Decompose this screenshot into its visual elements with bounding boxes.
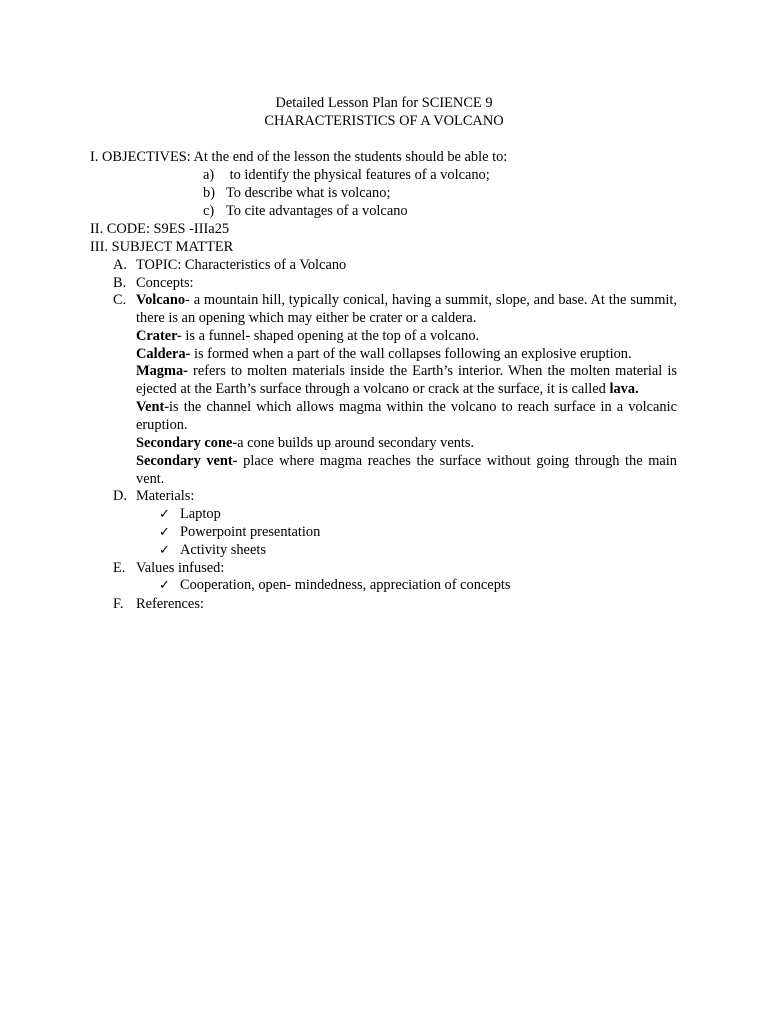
concept-caldera <box>136 345 677 363</box>
concept-term: Secondary cone- <box>136 435 238 451</box>
concept-definition: is formed when a part of the wall collapses following an explosive eruption. <box>190 346 632 362</box>
objective-marker: a) <box>203 167 215 183</box>
list-marker: F. <box>113 596 124 612</box>
concept-definition: refers to molten materials inside the Earth’s interior. When the molten material is ejected at the Earth’s surface through a volcano or crack at the surface, it is called <box>136 363 677 397</box>
concept-vent <box>136 398 677 434</box>
concept-secondary-cone <box>136 434 677 452</box>
objective-marker: c) <box>203 203 215 219</box>
check-mark-icon: ✓ <box>159 578 170 593</box>
material-text: Powerpoint presentation <box>180 524 321 540</box>
concept-term: Crater- <box>136 328 182 344</box>
material-text: Laptop <box>180 506 221 522</box>
code-line: II. CODE: S9ES -IIIa25 <box>90 221 230 237</box>
concept-crater <box>136 327 677 345</box>
subject-matter-heading: III. SUBJECT MATTER <box>90 239 234 255</box>
concept-term: Volcano <box>136 292 186 308</box>
objectives-heading: I. OBJECTIVES: At the end of the lesson the students should be able to: <box>90 149 508 165</box>
concept-definition: place where magma reaches the surface without going through the main vent. <box>136 453 678 487</box>
concept-definition: - a mountain hill, typically conical, having a summit, slope, and base. At the summit, there is an opening which may either be crater or a caldera. <box>136 292 677 326</box>
objective-item <box>203 202 408 220</box>
concepts-heading: Concepts: <box>136 275 194 291</box>
concept-secondary-vent <box>136 452 677 488</box>
concept-definition: a cone builds up around secondary vents. <box>237 435 475 451</box>
objective-text: To describe what is volcano; <box>226 185 391 201</box>
objective-item <box>203 166 490 184</box>
values-heading: Values infused: <box>136 560 225 576</box>
list-marker: A. <box>113 257 127 273</box>
document-subtitle: CHARACTERISTICS OF A VOLCANO <box>264 113 504 129</box>
value-text: Cooperation, open- mindedness, appreciation of concepts <box>180 577 511 593</box>
concept-definition: is the channel which allows magma within the volcano to reach surface in a volcanic eruption. <box>136 399 677 433</box>
concept-term: Magma- <box>136 363 188 379</box>
list-marker: E. <box>113 560 126 576</box>
check-mark-icon: ✓ <box>159 525 170 540</box>
list-marker: C. <box>113 292 127 308</box>
references-heading: References: <box>136 596 204 612</box>
objective-item <box>203 184 390 202</box>
concept-term: Caldera- <box>136 346 191 362</box>
material-text: Activity sheets <box>180 542 266 558</box>
check-mark-icon: ✓ <box>159 507 170 522</box>
list-marker: D. <box>113 488 127 504</box>
concept-volcano <box>136 291 677 327</box>
list-marker: B. <box>113 275 127 291</box>
document-title: Detailed Lesson Plan for SCIENCE 9 <box>275 95 493 111</box>
value-item <box>159 576 511 595</box>
materials-heading: Materials: <box>136 488 195 504</box>
concept-definition: is a funnel- shaped opening at the top of a volcano. <box>181 328 480 344</box>
material-item <box>159 523 320 542</box>
concept-term: Vent- <box>136 399 170 415</box>
objective-text: To cite advantages of a volcano <box>226 203 408 219</box>
objective-text: to identify the physical features of a volcano; <box>226 167 490 183</box>
check-mark-icon: ✓ <box>159 543 170 558</box>
material-item <box>159 541 266 560</box>
concept-magma <box>136 362 677 398</box>
material-item <box>159 505 221 524</box>
concept-emphasis: lava. <box>609 381 639 397</box>
topic-line: TOPIC: Characteristics of a Volcano <box>136 257 347 273</box>
objective-marker: b) <box>203 185 215 201</box>
concept-term: Secondary vent- <box>136 453 238 469</box>
